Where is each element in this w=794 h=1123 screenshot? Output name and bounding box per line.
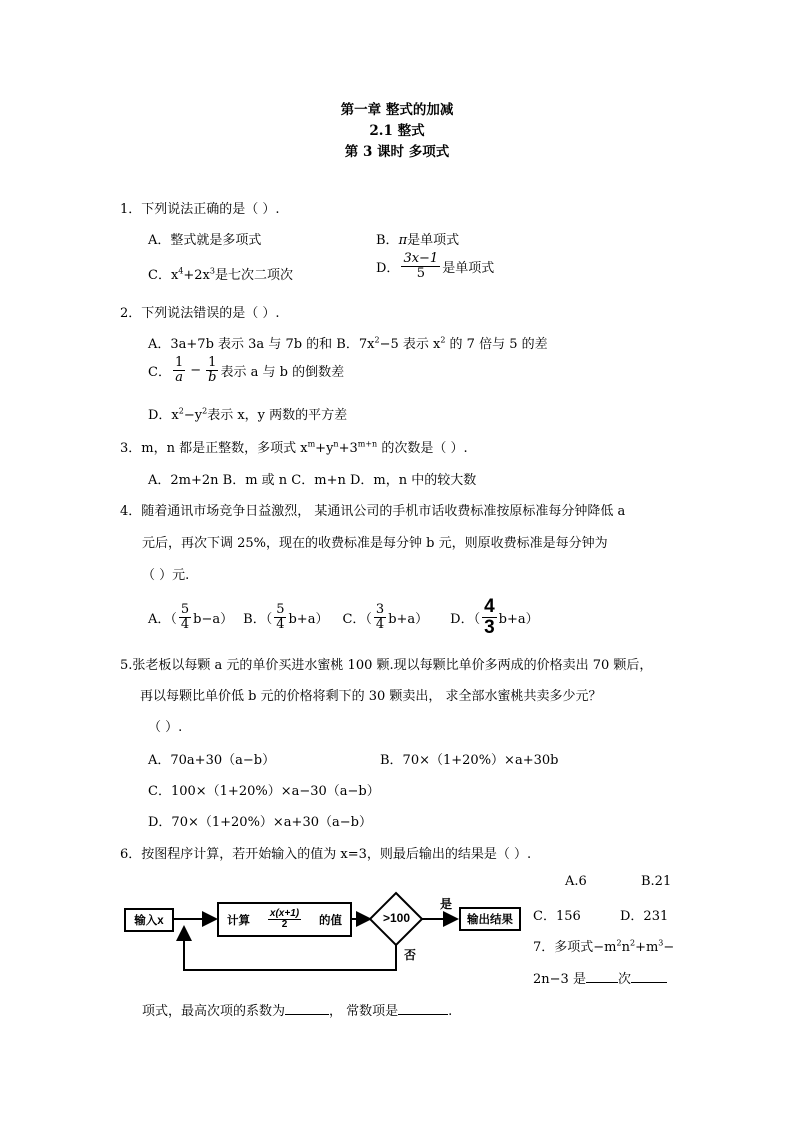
pi-symbol: π xyxy=(398,233,408,248)
section-title: 2.1 整式 xyxy=(369,123,425,139)
denominator: 2 xyxy=(281,919,288,930)
chapter-title: 第一章 整式的加减 xyxy=(340,102,454,118)
answer-blank[interactable] xyxy=(631,970,667,983)
q6-option-b: B.21 xyxy=(641,874,672,889)
text: −5 表示 x xyxy=(379,337,441,352)
q7-line2 xyxy=(533,968,667,987)
text: b+a） xyxy=(288,611,329,627)
numerator: 3x−1 xyxy=(403,251,439,266)
q1-option-b-suffix: 是单项式 xyxy=(407,233,460,248)
q2-options-ab xyxy=(148,333,548,352)
denominator: 3 xyxy=(484,616,495,638)
text: 7．多项式−m xyxy=(533,940,617,955)
text: 表示 x，y 两数的平方差 xyxy=(207,408,348,423)
text: C．x xyxy=(148,268,179,283)
q4-line1: 4．随着通讯市场竞争日益激烈， 某通讯公司的手机市话收费标准按原标准每分钟降低 a xyxy=(120,504,626,519)
q4-options xyxy=(148,597,539,638)
fraction xyxy=(401,252,440,280)
text: 的次数是（ ）. xyxy=(377,441,468,456)
q5-line2: 再以每颗比单价低 b 元的价格将剩下的 30 颗卖出， 求全部水蜜桃共卖多少元？ xyxy=(140,689,602,704)
fraction xyxy=(374,603,386,631)
text: 表示 a 与 b 的倒数差 xyxy=(220,364,345,380)
lesson-title: 第 3 课时 多项式 xyxy=(344,144,450,160)
denominator: 4 xyxy=(180,616,190,632)
text: 次 xyxy=(617,972,631,987)
exponent: m xyxy=(307,439,316,449)
fraction xyxy=(173,356,185,384)
q6-option-d: D．231 xyxy=(620,909,669,924)
q6-option-a: A.6 xyxy=(565,874,587,889)
fraction xyxy=(179,603,191,631)
q5-option-b: B．70×（1+20%）×a+30b xyxy=(380,753,559,768)
q3-stem xyxy=(120,437,468,456)
text: A．（ xyxy=(148,611,177,627)
denominator: 4 xyxy=(375,616,385,632)
exponent: 2 xyxy=(629,938,636,948)
q1-option-d xyxy=(376,252,494,280)
q7-line1 xyxy=(533,936,674,955)
exponent: 2 xyxy=(374,335,380,345)
fraction xyxy=(482,597,497,638)
text: −y xyxy=(183,408,203,423)
q7-line3 xyxy=(142,1000,452,1019)
q5-option-a: A．70a+30（a−b） xyxy=(148,753,276,768)
q4-line2: 元后，再次下调 25%，现在的收费标准是每分钟 b 元，则原收费标准是每分钟为 xyxy=(142,536,608,551)
exponent: 2 xyxy=(202,406,208,416)
text: 3．m，n 都是正整数，多项式 x xyxy=(120,441,308,456)
q1-option-b xyxy=(376,229,459,248)
q4-line3: （ ）元. xyxy=(142,568,190,583)
text: +2x xyxy=(183,268,210,283)
exponent: m+n xyxy=(357,439,378,449)
denominator: 5 xyxy=(416,265,425,281)
text: +m xyxy=(635,940,659,955)
text: − xyxy=(663,940,675,955)
text: D．x xyxy=(148,408,179,423)
numerator: 5 xyxy=(276,602,285,618)
text: . xyxy=(448,1004,453,1019)
text: A．3a+7b 表示 3a 与 7b 的和 B．7x xyxy=(148,337,375,352)
exponent: 3 xyxy=(658,938,664,948)
q2-option-c xyxy=(148,356,344,384)
numerator: 3 xyxy=(375,602,385,618)
flow-no-label: 否 xyxy=(404,948,417,962)
text: b+a） xyxy=(498,611,539,627)
q5-option-d: D．70×（1+20%）×a+30（a−b） xyxy=(148,815,372,830)
q1-stem: 1．下列说法正确的是（ ）. xyxy=(120,202,280,217)
fraction xyxy=(274,603,286,631)
fraction xyxy=(206,356,218,384)
flow-output-box: 输出结果 xyxy=(459,907,521,931)
q6-stem: 6．按图程序计算，若开始输入的值为 x=3，则最后输出的结果是（ ）. xyxy=(120,847,532,862)
q5-line1: 5.张老板以每颗 a 元的单价买进水蜜桃 100 颗.现以每颗比单价多两成的价格卖出 70 颗后， xyxy=(120,658,653,673)
exponent: 2 xyxy=(616,938,622,948)
q1-option-c xyxy=(148,264,293,283)
q6-option-c: C．156 xyxy=(533,909,581,924)
answer-blank[interactable] xyxy=(398,1002,448,1015)
exponent: 4 xyxy=(178,266,184,276)
text: C． xyxy=(148,364,171,380)
flow-condition-text: >100 xyxy=(383,911,411,925)
q1-option-b-prefix: B． xyxy=(376,233,399,248)
text: 的值 xyxy=(319,914,343,927)
numerator: 4 xyxy=(484,596,495,617)
q3-options: A．2m+2n B．m 或 n C．m+n D．m，n 中的较大数 xyxy=(148,473,477,488)
denominator: a xyxy=(175,369,183,385)
text: ， 常数项是 xyxy=(329,1004,399,1019)
flow-yes-label: 是 xyxy=(440,897,453,911)
exponent: n xyxy=(333,439,339,449)
flow-calc-box xyxy=(217,902,352,937)
numerator: 5 xyxy=(180,602,190,618)
exponent: 3 xyxy=(209,266,215,276)
text: D．（ xyxy=(450,611,481,627)
numerator: 1 xyxy=(174,355,184,370)
text: 是七次二项次 xyxy=(214,268,293,283)
q5-option-c: C．100×（1+20%）×a−30（a−b） xyxy=(148,784,380,799)
q2-stem: 2．下列说法错误的是（ ）. xyxy=(120,306,280,321)
text: 的 7 倍与 5 的差 xyxy=(445,337,548,352)
minus-sign: − xyxy=(190,362,202,378)
exponent: 2 xyxy=(440,335,446,345)
text: n xyxy=(621,940,630,955)
text: B．（ xyxy=(243,611,273,627)
q2-option-d xyxy=(148,404,347,423)
text: 2n−3 是 xyxy=(533,972,586,987)
answer-blank[interactable] xyxy=(586,970,618,983)
numerator: 1 xyxy=(208,355,217,370)
text: +y xyxy=(315,441,334,456)
text: b−a） xyxy=(193,611,234,627)
text: +3 xyxy=(338,441,358,456)
numerator: x(x+1) xyxy=(269,907,300,919)
text: 计算 xyxy=(226,914,250,927)
answer-blank[interactable] xyxy=(285,1002,329,1015)
fraction xyxy=(268,909,301,931)
flow-input-box: 输入x xyxy=(124,908,174,932)
text: 是单项式 xyxy=(442,260,495,276)
denominator: 4 xyxy=(276,616,285,632)
q1-option-a: A．整式就是多项式 xyxy=(148,233,262,248)
text: D． xyxy=(376,260,400,276)
q5-line3: （ ）. xyxy=(148,720,183,735)
exponent: 2 xyxy=(178,406,184,416)
text: b+a） xyxy=(388,611,429,627)
text: C．（ xyxy=(342,611,372,627)
text: 项式，最高次项的系数为 xyxy=(142,1004,286,1019)
denominator: b xyxy=(208,369,217,385)
